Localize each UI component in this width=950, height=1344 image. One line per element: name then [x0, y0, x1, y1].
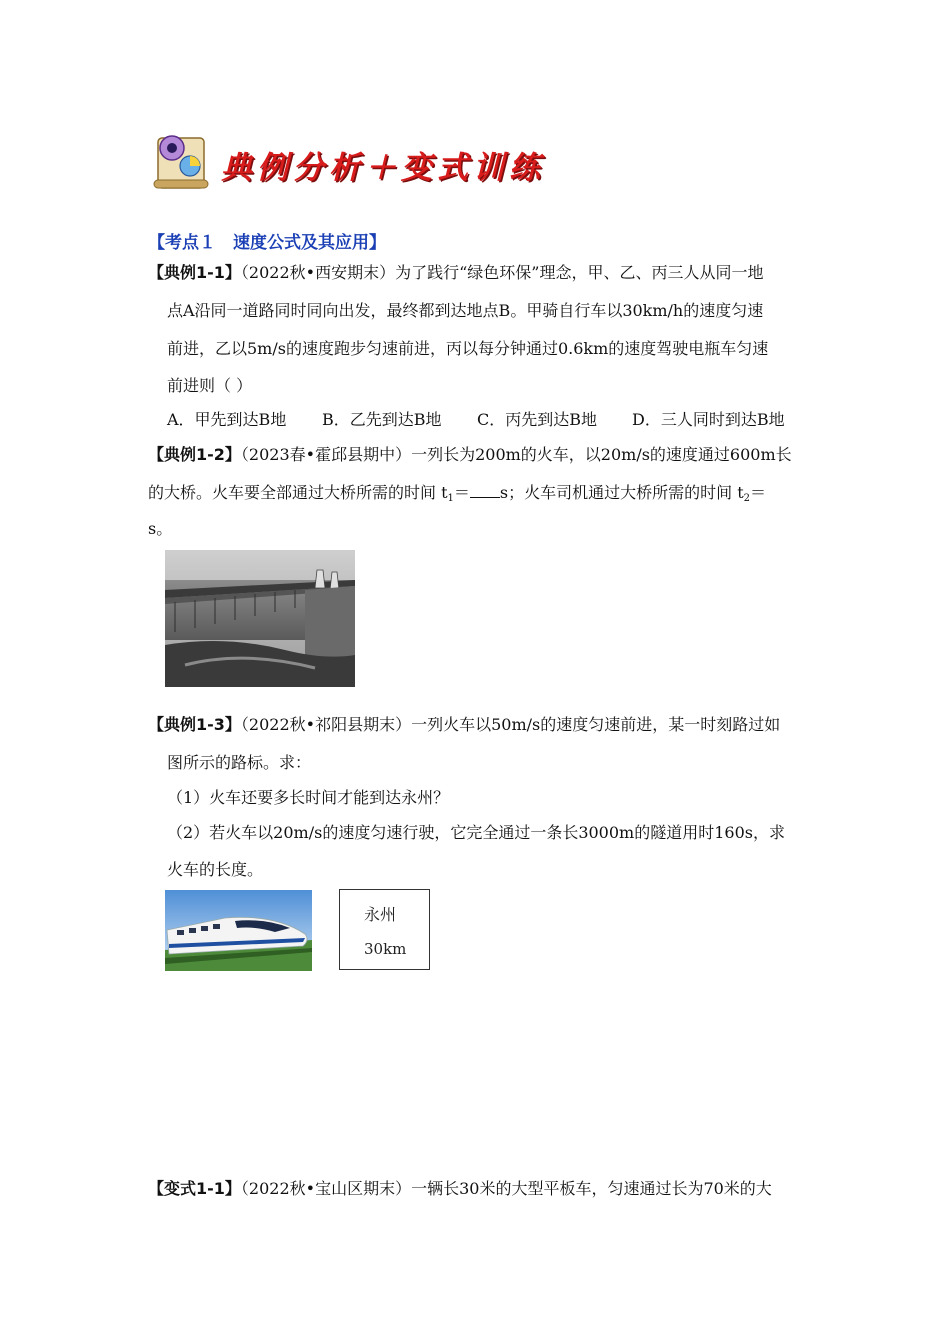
question-1: （1）火车还要多长时间才能到达永州？	[167, 788, 450, 807]
bridge-photo	[165, 550, 355, 687]
option-d: D．三人同时到达B地	[632, 410, 785, 429]
example-1-1-line4: 前进则（ ）	[167, 376, 253, 395]
example-1-1-line1: 【典例1-1】（2022秋•西安期末）为了践行“绿色环保”理念，甲、乙、丙三人从同一地	[148, 263, 764, 282]
variant-tag: 【变式1-1】	[148, 1179, 241, 1198]
answer-blank	[470, 483, 500, 498]
example-1-2-line1: 【典例1-2】（2023春•霍邱县期中）一列长为200m的火车，以20m/s的速度通过600m长	[148, 445, 792, 464]
banner-title: 典例分析＋变式训练	[221, 150, 545, 186]
section-heading: 【考点１ 速度公式及其应用】	[148, 233, 386, 253]
example-1-1-line3: 前进，乙以5m/s的速度跑步匀速前进，丙以每分钟通过0.6km的速度驾驶电瓶车匀速	[167, 339, 769, 358]
example-1-2-line2: 的大桥。火车要全部通过大桥所需的时间 $t_1= s$；火车司机通过大桥所需的时间 $t_2=$	[148, 483, 767, 504]
question-2-cont: 火车的长度。	[167, 860, 264, 879]
example-tag: 【典例1-3】	[148, 715, 241, 734]
question-2: （2）若火车以20m/s的速度匀速行驶，它完全通过一条长3000m的隧道用时160s，求	[167, 823, 785, 842]
example-1-1-line2: 点A沿同一道路同时同向出发，最终都到达地点B。甲骑自行车以30km/h的速度匀速	[167, 301, 764, 320]
example-1-3-line2: 图所示的路标。求：	[167, 753, 312, 772]
example-1-3-line1: 【典例1-3】（2022秋•祁阳县期末）一列火车以50m/s的速度匀速前进，某一时刻路过如	[148, 715, 781, 734]
option-c: C．丙先到达B地	[477, 410, 598, 429]
road-sign	[339, 889, 430, 970]
scroll-icon	[152, 130, 222, 192]
option-a: A．甲先到达B地	[167, 410, 287, 429]
example-tag: 【典例1-1】	[148, 263, 241, 282]
option-b: B．乙先到达B地	[322, 410, 442, 429]
example-1-2-line3: s。	[148, 519, 173, 538]
sign-place: 永州	[364, 905, 397, 924]
train-photo	[165, 890, 312, 971]
example-tag: 【典例1-2】	[148, 445, 241, 464]
variant-1-1-line1: 【变式1-1】（2022秋•宝山区期末）一辆长30米的大型平板车，匀速通过长为70米的大	[148, 1179, 772, 1198]
sign-distance: 30km	[364, 940, 407, 958]
